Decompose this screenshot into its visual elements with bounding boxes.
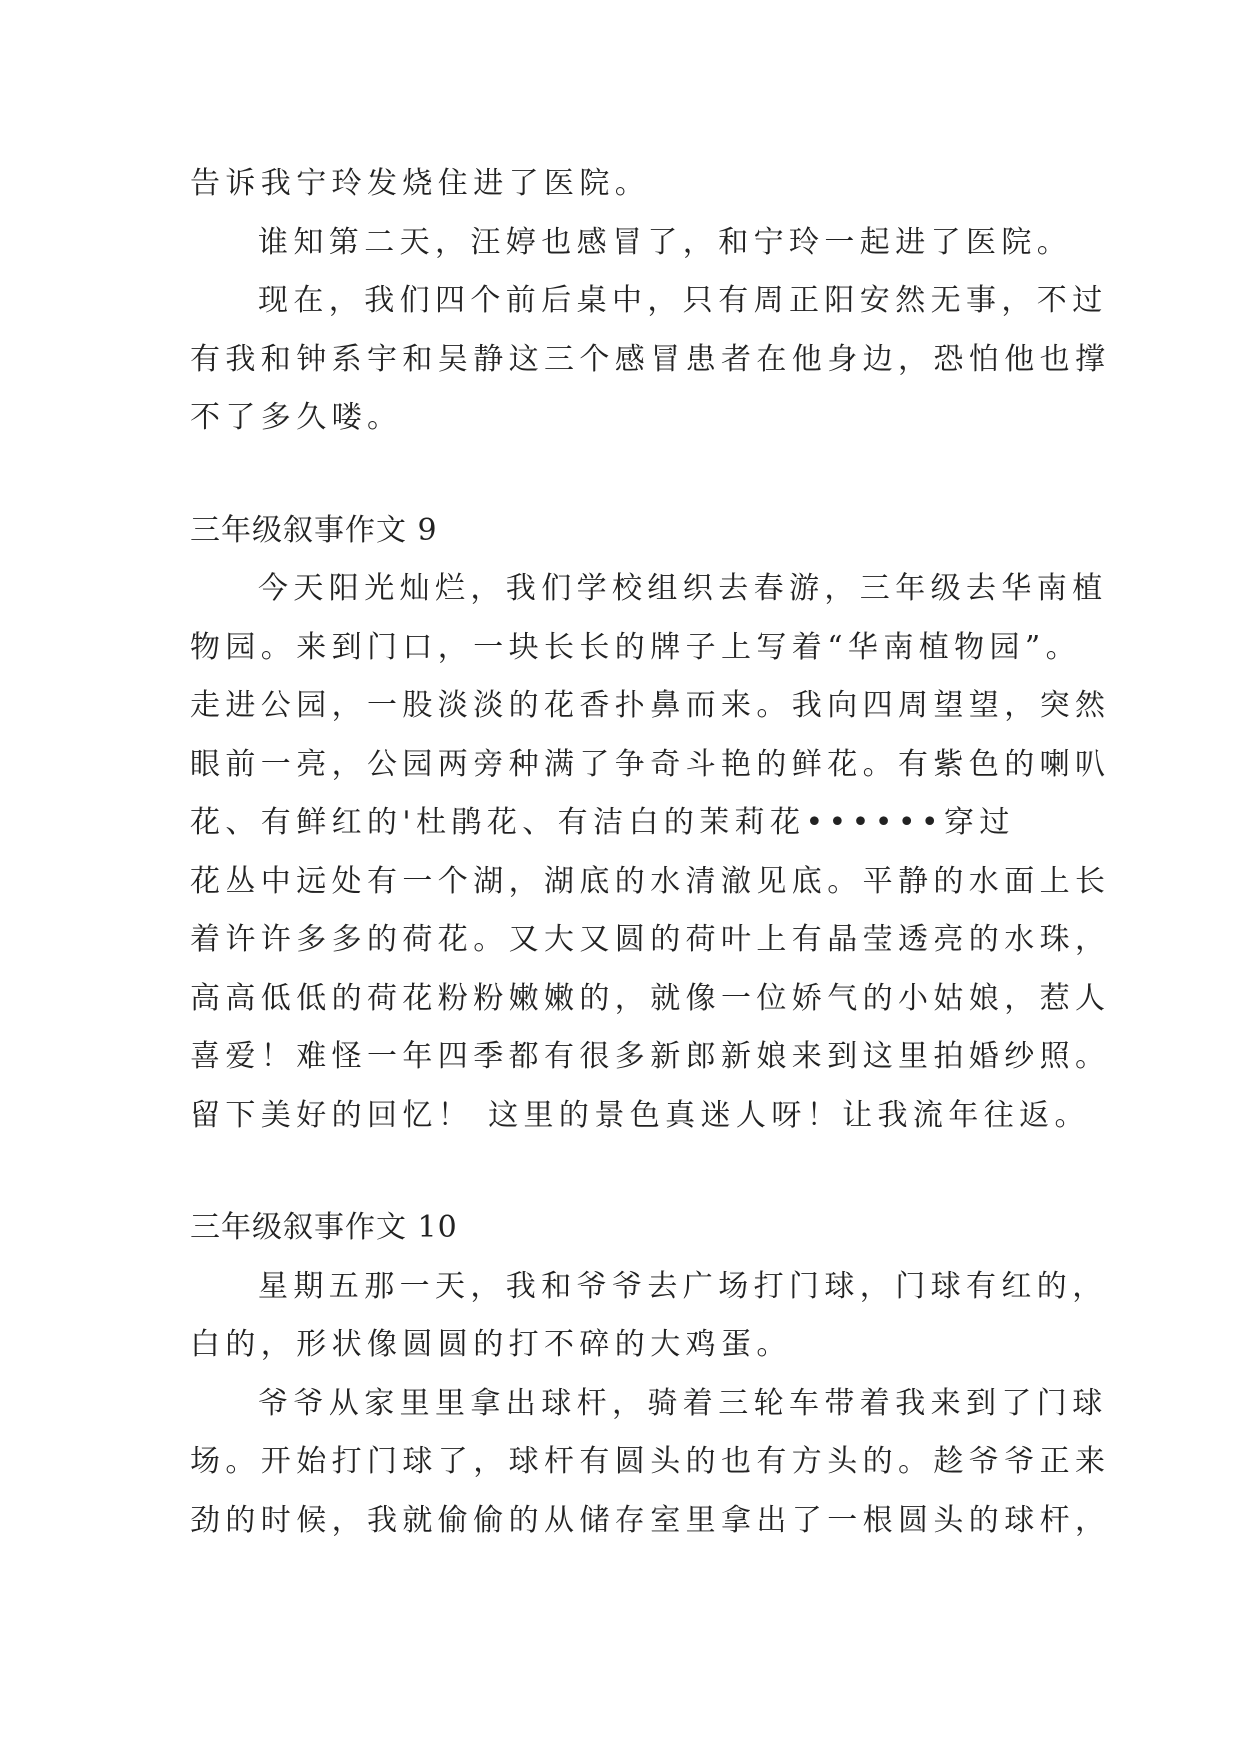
paragraph-line: 有我和钟系宇和吴静这三个感冒患者在他身边，恐怕他也撑 — [190, 341, 1111, 377]
paragraph-line: 告诉我宁玲发烧住进了医院。 — [190, 166, 651, 201]
paragraph-line: 走进公园，一股淡淡的花香扑鼻而来。我向四周望望，突然 — [190, 688, 1111, 723]
paragraph-line: 白的，形状像圆圆的打不碎的大鸡蛋。 — [190, 1327, 792, 1362]
section-spacer — [190, 448, 1070, 502]
paragraph-line: 星期五那一天，我和爷爷去广场打门球，门球有红的， — [258, 1268, 1108, 1304]
paragraph-line: 场。开始打门球了，球杆有圆头的也有方头的。趁爷爷正来 — [190, 1444, 1111, 1479]
paragraph-line: 留下美好的回忆！ 这里的景色真迷人呀！让我流年往返。 — [190, 1097, 1090, 1133]
section-title-10: 三年级叙事作文 10 — [190, 1210, 458, 1245]
paragraph-line: 爷爷从家里里拿出球杆，骑着三轮车带着我来到了门球 — [258, 1385, 1108, 1421]
paragraph-line: 劲的时候，我就偷偷的从储存室里拿出了一根圆头的球杆， — [190, 1502, 1111, 1538]
document-body — [190, 155, 1111, 1550]
paragraph-line: 花丛中远处有一个湖，湖底的水清澈见底。平静的水面上长 — [190, 863, 1111, 899]
section-title-9: 三年级叙事作文 9 — [190, 512, 438, 548]
paragraph-line: 高高低低的荷花粉粉嫩嫩的，就像一位娇气的小姑娘，惹人 — [190, 980, 1111, 1016]
paragraph-line: 现在，我们四个前后桌中，只有周正阳安然无事，不过 — [258, 283, 1108, 318]
paragraph-line: 眼前一亮，公园两旁种满了争奇斗艳的鲜花。有紫色的喇叭 — [190, 746, 1111, 782]
paragraph-line: 花、有鲜红的'杜鹃花、有洁白的茉莉花••••••穿过 — [190, 805, 1015, 840]
paragraph-line: 谁知第二天，汪婷也感冒了，和宁玲一起进了医院。 — [258, 224, 1073, 260]
paragraph-line: 不了多久喽。 — [190, 400, 403, 435]
paragraph-line: 喜爱！难怪一年四季都有很多新郎新娘来到这里拍婚纱照。 — [190, 1039, 1111, 1074]
paragraph-line: 物园。来到门口，一块长长的牌子上写着“华南植物园”。 — [190, 629, 1082, 665]
section-spacer — [190, 1145, 1070, 1199]
paragraph-line: 着许许多多的荷花。又大又圆的荷叶上有晶莹透亮的水珠， — [190, 922, 1111, 957]
paragraph-line: 今天阳光灿烂，我们学校组织去春游，三年级去华南植 — [258, 571, 1108, 606]
